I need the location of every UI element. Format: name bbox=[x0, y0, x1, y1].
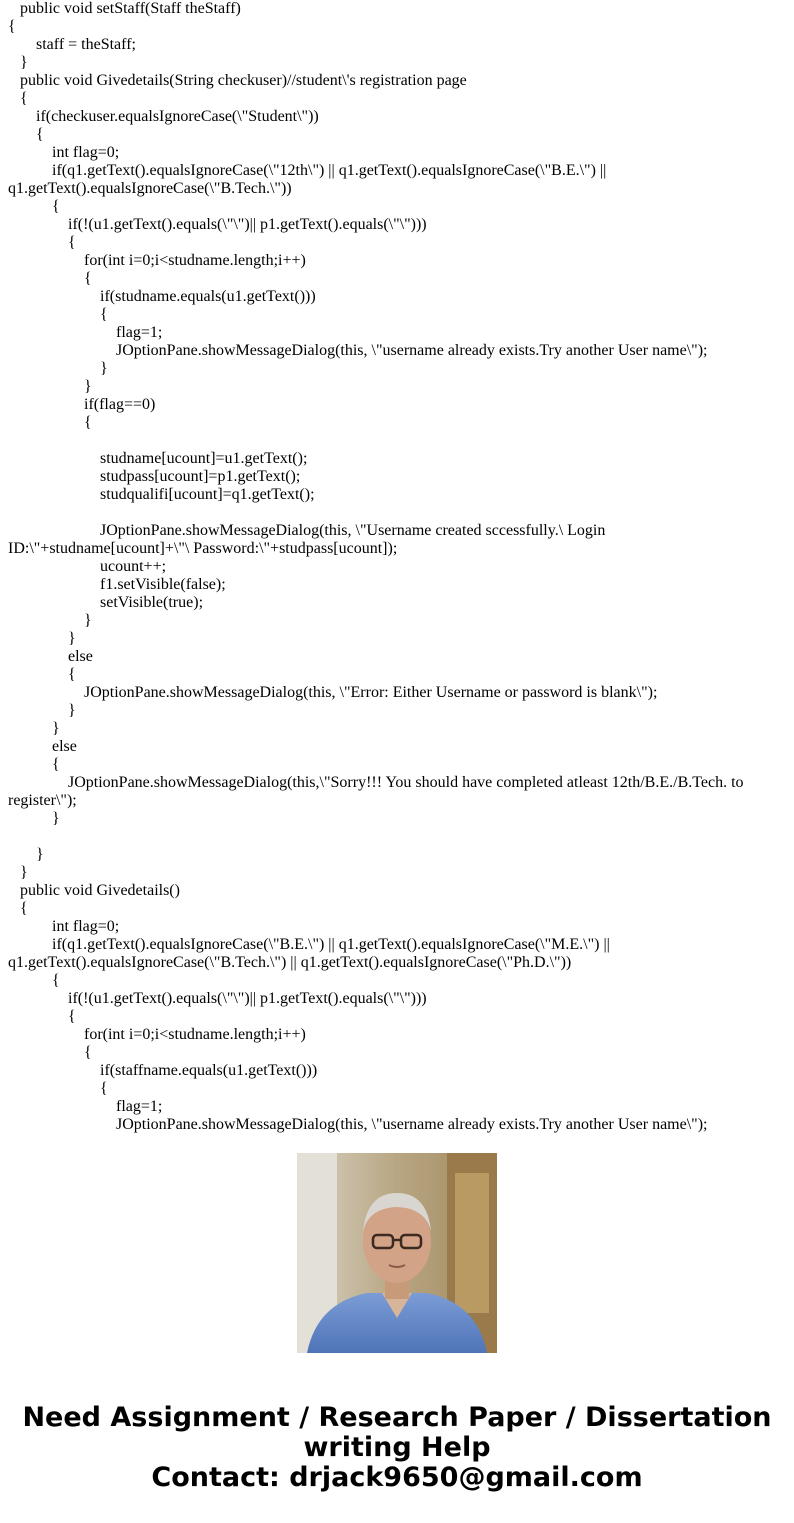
code-line: if(!(u1.getText().equals(\"\")|| p1.getText().equals(\"\"))) bbox=[8, 216, 427, 233]
code-line: if(staffname.equals(u1.getText())) bbox=[8, 1062, 318, 1079]
code-line: flag=1; bbox=[8, 324, 163, 341]
code-line: { bbox=[8, 666, 76, 683]
code-line: { bbox=[8, 900, 28, 917]
code-line: } bbox=[8, 846, 44, 863]
promo-line-1: Need Assignment / Research Paper / Dissertation bbox=[22, 1402, 772, 1433]
code-line: { bbox=[8, 126, 44, 143]
code-line: public void setStaff(Staff theStaff) bbox=[8, 0, 241, 17]
code-line: { bbox=[8, 18, 16, 35]
code-line: { bbox=[8, 972, 60, 989]
code-line: studqualifi[ucount]=q1.getText(); bbox=[8, 486, 315, 503]
person-photo-icon bbox=[297, 1153, 497, 1353]
code-line: int flag=0; bbox=[8, 144, 120, 161]
code-line: } bbox=[8, 54, 28, 71]
code-line: if(flag==0) bbox=[8, 396, 156, 413]
code-line: JOptionPane.showMessageDialog(this, \"username already exists.Try another User name\"); bbox=[8, 1116, 708, 1133]
promo-banner bbox=[0, 1403, 794, 1493]
code-line: studpass[ucount]=p1.getText(); bbox=[8, 468, 301, 485]
code-line bbox=[8, 432, 788, 450]
code-line: else bbox=[8, 738, 77, 755]
code-listing bbox=[8, 0, 788, 1133]
code-line: JOptionPane.showMessageDialog(this, \"username already exists.Try another User name\"); bbox=[8, 342, 708, 359]
code-line: { bbox=[8, 756, 60, 773]
code-line: else bbox=[8, 648, 93, 665]
code-line: public void Givedetails() bbox=[8, 882, 180, 899]
code-line: } bbox=[8, 720, 60, 737]
code-line: { bbox=[8, 270, 92, 287]
code-line bbox=[8, 504, 788, 522]
code-line: int flag=0; bbox=[8, 918, 120, 935]
code-line: if(checkuser.equalsIgnoreCase(\"Student\")) bbox=[8, 108, 319, 125]
code-line: studname[ucount]=u1.getText(); bbox=[8, 450, 308, 467]
code-line: } bbox=[8, 378, 92, 395]
code-line: for(int i=0;i<studname.length;i++) bbox=[8, 1026, 306, 1043]
code-line: if(studname.equals(u1.getText())) bbox=[8, 288, 316, 305]
promo-contact: Contact: drjack9650@gmail.com bbox=[151, 1462, 643, 1493]
code-line: JOptionPane.showMessageDialog(this,\"Sorry!!! You should have completed atleast 12th/B.E./B.Tech. to register\"); bbox=[8, 774, 748, 809]
code-line: { bbox=[8, 1008, 76, 1025]
code-line: flag=1; bbox=[8, 1098, 163, 1115]
code-line: if(!(u1.getText().equals(\"\")|| p1.getText().equals(\"\"))) bbox=[8, 990, 427, 1007]
code-line: for(int i=0;i<studname.length;i++) bbox=[8, 252, 306, 269]
avatar bbox=[297, 1153, 497, 1353]
code-line: public void Givedetails(String checkuser)//student\'s registration page bbox=[8, 72, 467, 89]
code-line: } bbox=[8, 360, 108, 377]
code-line: { bbox=[8, 1044, 92, 1061]
code-line: } bbox=[8, 810, 60, 827]
code-line: } bbox=[8, 612, 92, 629]
code-line: f1.setVisible(false); bbox=[8, 576, 226, 593]
code-line: { bbox=[8, 306, 108, 323]
code-line: if(q1.getText().equalsIgnoreCase(\"B.E.\") || q1.getText().equalsIgnoreCase(\"M.E.\") || q1.getText().equalsIgnoreCase(\"B.Tech.\") || q1.getText().equalsIgnoreCase(\"Ph.D.\")) bbox=[8, 936, 614, 971]
code-line: JOptionPane.showMessageDialog(this, \"Error: Either Username or password is blank\"); bbox=[8, 684, 658, 701]
code-line: { bbox=[8, 198, 60, 215]
code-line: } bbox=[8, 702, 76, 719]
code-line: setVisible(true); bbox=[8, 594, 204, 611]
code-line: { bbox=[8, 414, 92, 431]
code-line: JOptionPane.showMessageDialog(this, \"Username created sccessfully.\ Login ID:\"+studname[ucount]+\"\ Password:\"+studpass[ucount]); bbox=[8, 522, 610, 557]
code-line: } bbox=[8, 630, 76, 647]
code-line: { bbox=[8, 1080, 108, 1097]
code-line: staff = theStaff; bbox=[8, 36, 136, 53]
code-line: { bbox=[8, 90, 28, 107]
promo-line-2: writing Help bbox=[303, 1432, 491, 1463]
code-line bbox=[8, 828, 788, 846]
code-line: { bbox=[8, 234, 76, 251]
code-line: ucount++; bbox=[8, 558, 167, 575]
code-line: if(q1.getText().equalsIgnoreCase(\"12th\") || q1.getText().equalsIgnoreCase(\"B.E.\") || q1.getText().equalsIgnoreCase(\"B.Tech.\")) bbox=[8, 162, 611, 197]
code-line: } bbox=[8, 864, 28, 881]
